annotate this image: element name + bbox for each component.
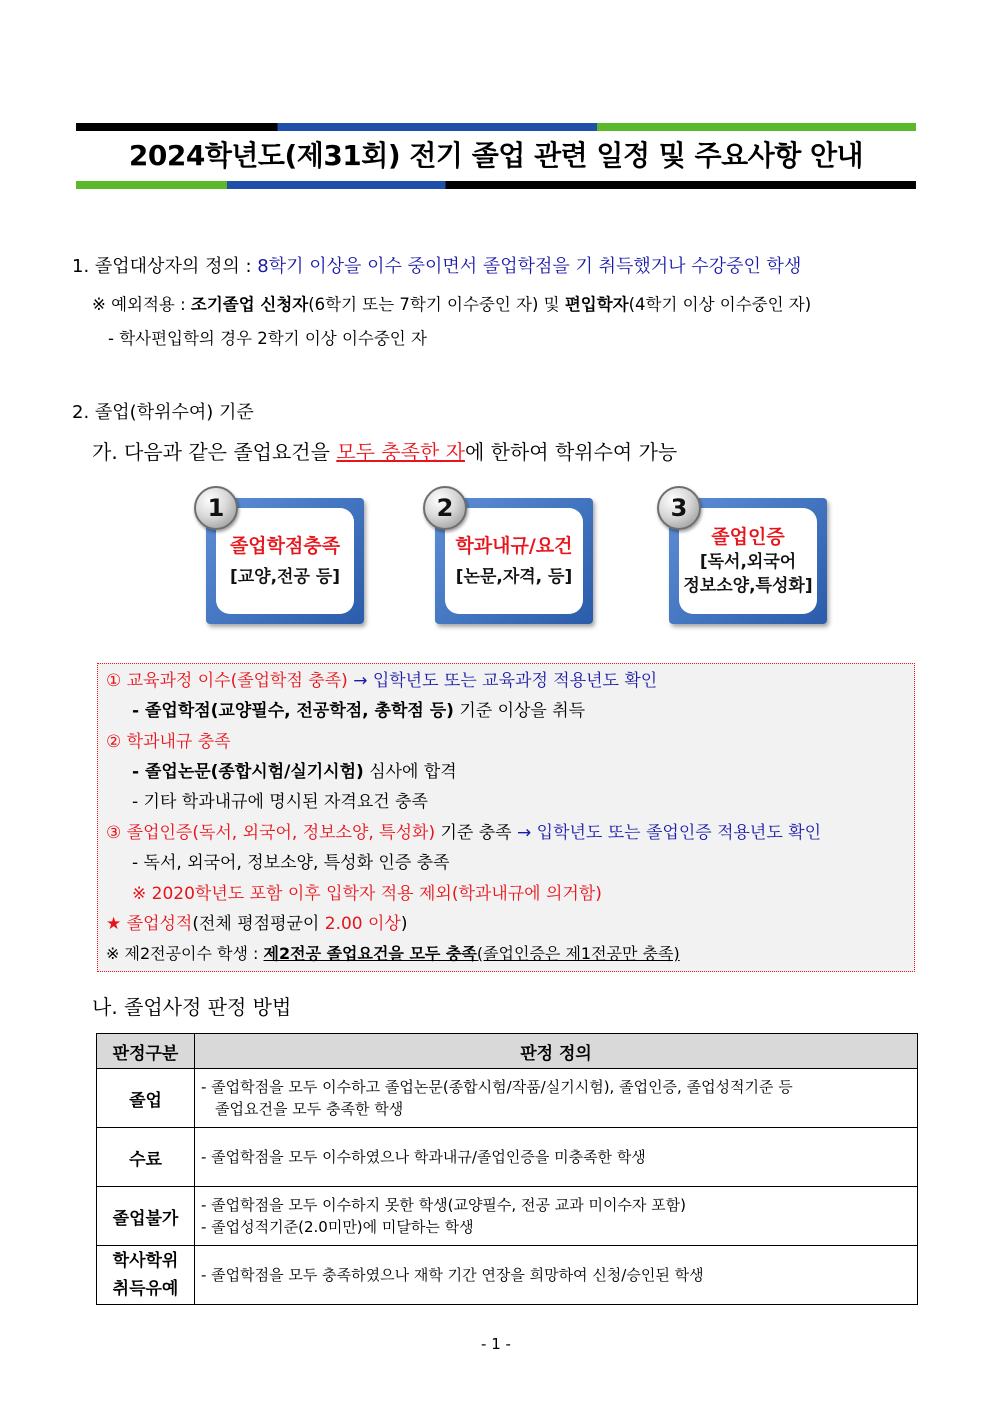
note-star-end: ): [400, 914, 408, 934]
page-title: 2024학년도(제31회) 전기 졸업 관련 일정 및 주요사항 안내: [128, 139, 864, 172]
note-1-sub-rest: 기준 이상을 취득: [459, 701, 586, 721]
step-3: [657, 486, 827, 626]
exception-early-detail: (6학기 또는 7학기 이수중인 자) 및: [308, 295, 560, 314]
note-second-rest: (졸업인증은 제1전공만 충족): [476, 944, 680, 963]
exception-transfer-detail: (4학기 이상 이수중인 자): [628, 295, 812, 314]
note-1-sub: [132, 699, 585, 723]
exception-prefix: ※ 예외적용 :: [92, 295, 186, 314]
note-1-sub-bold: - 졸업학점(교양필수, 전공학점, 총학점 등): [132, 701, 454, 721]
table-row: [97, 1246, 918, 1305]
table-row-label-line1: 학사학위: [112, 1251, 179, 1271]
title-banner: [76, 123, 916, 189]
note-second-bold: 제2전공 졸업요건을 모두 충족: [263, 944, 477, 963]
table-row-definition: [195, 1187, 918, 1246]
table-row-label-line2: 취득유예: [112, 1279, 179, 1299]
table-row: [97, 1128, 918, 1187]
table-row-line: - 졸업성적기준(2.0미만)에 미달하는 학생: [201, 1218, 474, 1236]
note-second-major: [106, 942, 680, 966]
table-header-row: [97, 1034, 918, 1069]
note-1-check: → 입학년도 또는 교육과정 적용년도 확인: [353, 671, 658, 691]
step-2-number-badge: 2: [423, 486, 467, 530]
section1-definition: 8학기 이상을 이수 중이면서 졸업학점을 기 취득했거나 수강중인 학생: [257, 256, 802, 277]
table-row: [97, 1187, 918, 1246]
note-3: [106, 821, 821, 845]
note-second-prefix: ※ 제2전공이수 학생 :: [106, 944, 259, 963]
sub-b-heading: 나. 졸업사정 판정 방법: [92, 995, 292, 1019]
step-1-number-badge: 1: [194, 486, 238, 530]
note-2-sub2: - 기타 학과내규에 명시된 자격요건 충족: [132, 792, 428, 812]
note-2: ② 학과내규 충족: [106, 732, 231, 752]
table-header-category: 판정구분: [97, 1034, 195, 1069]
step-3-number-badge: 3: [657, 486, 701, 530]
note-3-sub1: - 독서, 외국어, 정보소양, 특성화 인증 충족: [132, 853, 450, 873]
title-bottom-bar: [76, 181, 916, 189]
exception-transfer: 편입학자: [564, 295, 629, 314]
step-1-detail: [교양,전공 등]: [229, 567, 341, 587]
table-row: [97, 1069, 918, 1128]
section1-heading: 1. 졸업대상자의 정의 :: [72, 256, 252, 277]
table-row-line: - 졸업학점을 모두 이수하지 못한 학생(교양필수, 전공 교과 미이수자 포함): [201, 1196, 687, 1214]
sub-a-suffix: 에 한하여 학위수여 가능: [464, 440, 678, 464]
step-2-detail: [논문,자격, 등]: [455, 567, 573, 587]
exception-line: [92, 294, 811, 316]
table-header-definition: 판정 정의: [195, 1034, 918, 1069]
table-row-line: - 졸업학점을 모두 이수하고 졸업논문(종합시험/작품/실기시험), 졸업인증, 졸업성적기준 등: [201, 1078, 793, 1096]
section2-heading: 2. 졸업(학위수여) 기준: [72, 402, 254, 423]
table-row-definition: [195, 1128, 918, 1187]
step-1: [194, 486, 364, 626]
step-1-title: 졸업학점충족: [229, 535, 341, 557]
table-row-definition: [195, 1246, 918, 1305]
note-1: [106, 669, 657, 693]
page-number: - 1 -: [481, 1335, 511, 1353]
table-row-label: 졸업불가: [97, 1187, 195, 1246]
note-star-value: 2.00 이상: [324, 914, 401, 934]
step-1-inner: [216, 508, 354, 614]
note-3-check: → 입학년도 또는 졸업인증 적용년도 확인: [517, 823, 822, 843]
sub-a-line: [92, 439, 677, 465]
step-3-inner: [679, 508, 817, 614]
table-row-line: - 졸업학점을 모두 이수하였으나 학과내규/졸업인증을 미충족한 학생: [201, 1148, 646, 1166]
note-3-mid: 기준 충족: [440, 823, 512, 843]
note-2-sub1-rest: 심사에 합격: [369, 762, 457, 782]
sub-a-prefix: 가. 다음과 같은 졸업요건을: [92, 440, 330, 464]
note-3-sub2: ※ 2020학년도 포함 이후 입학자 적용 제외(학과내규에 의거함): [132, 884, 602, 904]
step-2-title: 학과내규/요건: [455, 535, 573, 557]
table-row-label: 졸업: [97, 1069, 195, 1128]
sub-a-emphasis: 모두 충족한 자: [336, 440, 465, 464]
step-3-detail2: 정보소양,특성화]: [683, 576, 813, 596]
requirements-notes-box: [97, 663, 915, 972]
bachelor-transfer-line: - 학사편입학의 경우 2학기 이상 이수중인 자: [108, 329, 427, 348]
table-row-label: [97, 1246, 195, 1305]
title-top-bar: [76, 123, 916, 131]
note-star-mid: (전체 평점평균이: [192, 914, 320, 934]
step-2-inner: [445, 508, 583, 614]
judgement-table: [96, 1033, 918, 1305]
table-row-line: 졸업요건을 모두 충족한 학생: [215, 1100, 404, 1118]
note-3-title: ③ 졸업인증(독서, 외국어, 정보소양, 특성화): [106, 823, 436, 843]
section1-line: [72, 255, 801, 279]
table-row-line: - 졸업학점을 모두 충족하였으나 재학 기간 연장을 희망하여 신청/승인된 학생: [201, 1266, 704, 1284]
exception-early: 조기졸업 신청자: [190, 295, 309, 314]
table-row-definition: [195, 1069, 918, 1128]
table-row-label: 수료: [97, 1128, 195, 1187]
step-3-title: 졸업인증: [711, 526, 785, 548]
note-2-sub1-bold: - 졸업논문(종합시험/실기시험): [132, 762, 364, 782]
note-1-title: ① 교육과정 이수(졸업학점 충족): [106, 671, 348, 691]
note-2-sub1: [132, 760, 457, 784]
step-2: [423, 486, 593, 626]
note-star-title: ★ 졸업성적: [106, 914, 193, 934]
note-star: [106, 912, 408, 936]
step-3-detail: [독서,외국어: [699, 552, 797, 572]
